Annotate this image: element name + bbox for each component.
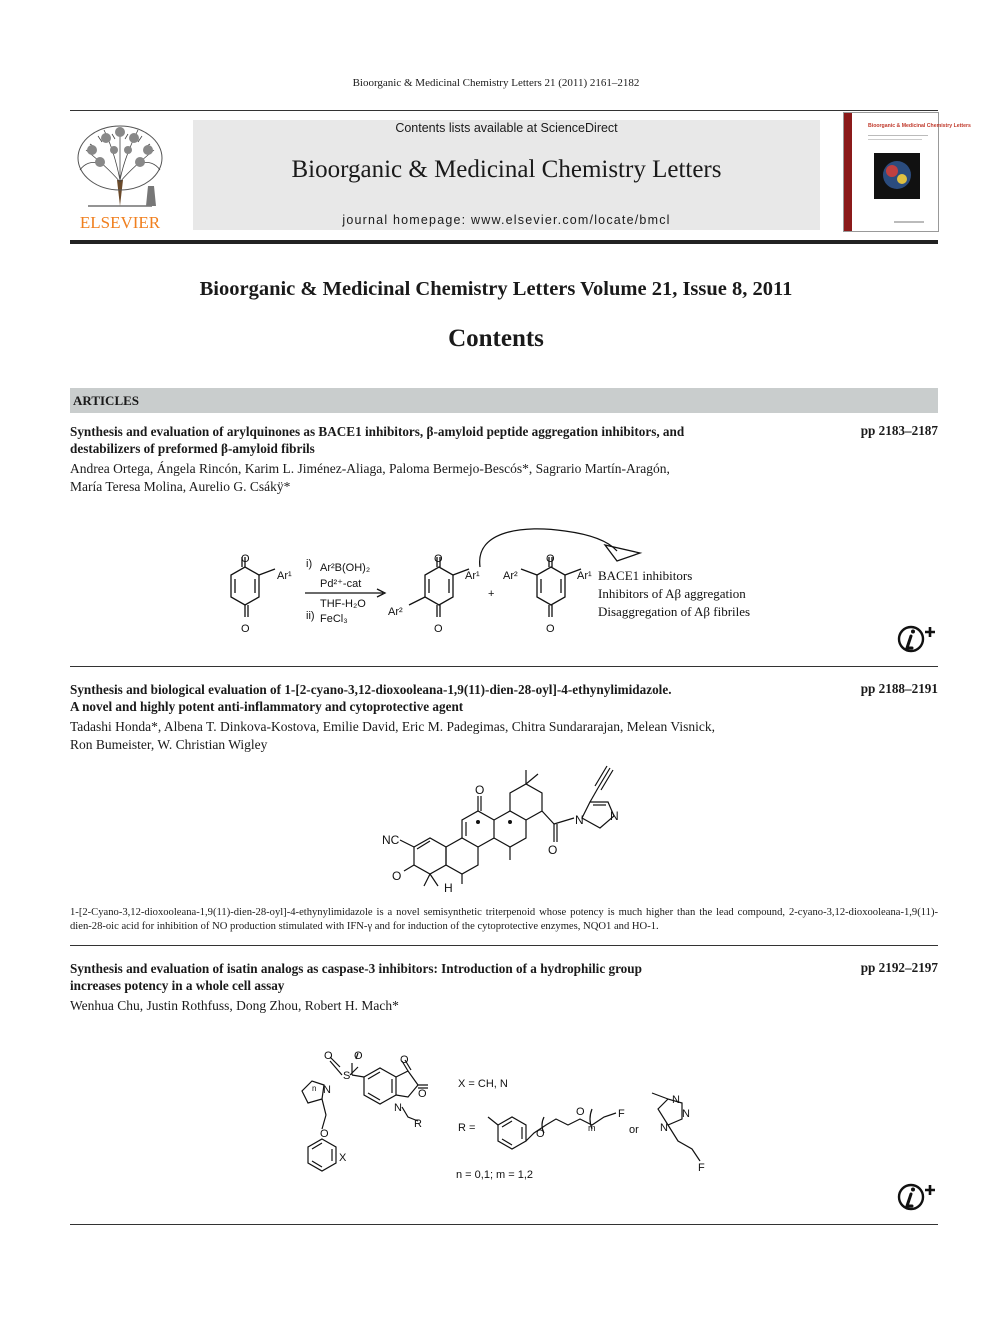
q3-ar1: Ar¹ <box>577 570 592 582</box>
reagent-boronic: Ar²B(OH)₂ <box>320 562 371 574</box>
step-ii: ii) <box>306 610 315 622</box>
article-2-authors <box>70 718 830 754</box>
article-3-title-line2: increases potency in a whole cell assay <box>70 978 285 993</box>
article-2-description: 1-[2-Cyano-3,12-dioxooleana-1,9(11)-dien-28-oyl]-4-ethynylimidazole is a novel semisynthetic triterpenoid whose potency is much higher than the lead compound, 2-cyano-3,12-dioxooleana-1,9(11)-dien-28-oic acid for inhibition of NO production stimulated with IFN-γ and for induction of the cytoprotective enzymes, NQO1 and HO-1. <box>70 907 938 932</box>
journal-cover-thumbnail[interactable] <box>843 112 971 232</box>
chain-m: m <box>588 1123 596 1133</box>
article-1-authors-line2: María Teresa Molina, Aurelio G. Csákÿ* <box>70 479 291 494</box>
article-2-authors-line1: Tadashi Honda*, Albena T. Dinkova-Kostova, Emilie David, Eric M. Padegimas, Chitra Sundararajan, Melean Visnick, <box>70 719 715 734</box>
chain-o1: O <box>536 1128 545 1140</box>
ether-o: O <box>320 1128 329 1140</box>
triazole-n3: N <box>660 1122 668 1134</box>
article-1-title-line2: destabilizers of preformed β-amyloid fibrils <box>70 441 315 456</box>
chain-o2: O <box>576 1106 585 1118</box>
plus-sign: + <box>488 588 495 600</box>
interactive-info-icon[interactable] <box>897 623 937 655</box>
article-divider <box>70 666 938 667</box>
cyano-label: NC <box>382 833 400 847</box>
elsevier-logo <box>70 120 170 232</box>
article-2-title[interactable] <box>70 681 800 715</box>
r-definition: R = <box>458 1122 476 1134</box>
article-3-title[interactable] <box>70 960 800 994</box>
isatin-o1: O <box>400 1054 409 1066</box>
article-2-pages: pp 2188–2191 <box>860 681 938 696</box>
article-3-authors <box>70 997 830 1015</box>
isatin-r: R <box>414 1118 422 1130</box>
section-bar <box>70 388 938 413</box>
q1-top-o: O <box>241 553 250 565</box>
nm-definition: n = 0,1; m = 1,2 <box>456 1169 534 1181</box>
article-divider <box>70 945 938 946</box>
article-1-authors <box>70 460 830 496</box>
triazole-f: F <box>698 1162 705 1174</box>
article-3-title-line1: Synthesis and evaluation of isatin analogs as caspase-3 inhibitors: Introduction of a hydrophilic group <box>70 961 642 976</box>
article-1-title-line1: Synthesis and evaluation of arylquinones as BACE1 inhibitors, β-amyloid peptide aggregation inhibitors, and <box>70 424 685 439</box>
article-1-authors-line1: Andrea Ortega, Ángela Rincón, Karim L. Jiménez-Aliaga, Paloma Bermejo-Bescós*, Sagrario Martín-Aragón, <box>70 461 670 476</box>
q3-ar2: Ar² <box>503 570 518 582</box>
header-thick-rule <box>70 240 938 244</box>
imidazole-n3: N <box>610 809 619 823</box>
amide-o: O <box>548 843 558 857</box>
ring-x: X <box>339 1152 347 1164</box>
journal-homepage-link[interactable]: journal homepage: www.elsevier.com/locate/bmcl <box>342 213 671 227</box>
sulfonyl-s: S <box>343 1070 351 1082</box>
activity-disaggregation: Disaggregation of Aβ fibriles <box>598 604 751 619</box>
enone-o: O <box>392 869 402 883</box>
article-3-structure <box>290 1045 730 1185</box>
article-3-authors-line1: Wenhua Chu, Justin Rothfuss, Dong Zhou, Robert H. Mach* <box>70 998 399 1013</box>
sulfonyl-o2: O <box>354 1050 363 1062</box>
ring-size-n: n <box>312 1084 317 1093</box>
article-1-pages: pp 2183–2187 <box>860 423 938 438</box>
chain-f: F <box>618 1108 625 1120</box>
triazole-n2: N <box>682 1108 690 1120</box>
cover-title: Bioorganic & Medicinal Chemistry Letters <box>868 123 971 129</box>
journal-citation: Bioorganic & Medicinal Chemistry Letters 21 (2011) 2161–2182 <box>352 77 640 89</box>
header-rule <box>70 110 938 111</box>
q1-ar1: Ar¹ <box>277 570 292 582</box>
q2-ar2: Ar² <box>388 606 403 618</box>
reagent-thf: THF-H₂O <box>320 598 366 610</box>
triazole-n1: N <box>672 1094 680 1106</box>
isatin-n: N <box>394 1102 402 1114</box>
ketone-o: O <box>475 783 485 797</box>
elsevier-wordmark: ELSEVIER <box>79 213 161 232</box>
article-2-title-line1: Synthesis and biological evaluation of 1-[2-cyano-3,12-dioxooleana-1,9(11)-dien-28-oyl]-4-ethynylimidazole. <box>70 682 672 697</box>
article-2-structure <box>378 752 638 902</box>
q2-top-o: O <box>434 553 443 565</box>
section-label: ARTICLES <box>73 393 140 408</box>
article-divider <box>70 1224 938 1225</box>
article-1-graphical-abstract <box>225 525 785 645</box>
article-2-title-line2: A novel and highly potent anti-inflammatory and cytoprotective agent <box>70 699 464 714</box>
imidazole-n1: N <box>575 813 584 827</box>
c5-h: H <box>444 881 453 895</box>
article-2-authors-line2: Ron Bumeister, W. Christian Wigley <box>70 737 268 752</box>
isatin-o2: O <box>418 1088 427 1100</box>
activity-bace1: BACE1 inhibitors <box>598 568 693 583</box>
article-1-title[interactable] <box>70 423 800 457</box>
interactive-info-icon[interactable] <box>897 1181 937 1213</box>
contents-available-link[interactable]: Contents lists available at ScienceDirect <box>395 121 618 135</box>
sulfonyl-o1: O <box>324 1050 333 1062</box>
step-i: i) <box>306 558 313 570</box>
q1-bottom-o: O <box>241 623 250 635</box>
volume-title: Bioorganic & Medicinal Chemistry Letters Volume 21, Issue 8, 2011 <box>199 278 793 300</box>
q3-top-o: O <box>546 553 555 565</box>
q2-bottom-o: O <box>434 623 443 635</box>
contents-heading: Contents <box>448 325 544 352</box>
reagent-pd: Pd²⁺-cat <box>320 578 362 590</box>
activity-abeta-aggregation: Inhibitors of Aβ aggregation <box>598 586 746 601</box>
reagent-fecl3: FeCl₃ <box>320 613 348 625</box>
journal-title: Bioorganic & Medicinal Chemistry Letters <box>291 156 722 183</box>
article-3-pages: pp 2192–2197 <box>860 960 938 975</box>
or-label: or <box>629 1124 639 1136</box>
x-definition: X = CH, N <box>458 1078 508 1090</box>
pyrrolidine-n: N <box>323 1084 331 1096</box>
q2-ar1: Ar¹ <box>465 570 480 582</box>
q3-bottom-o: O <box>546 623 555 635</box>
